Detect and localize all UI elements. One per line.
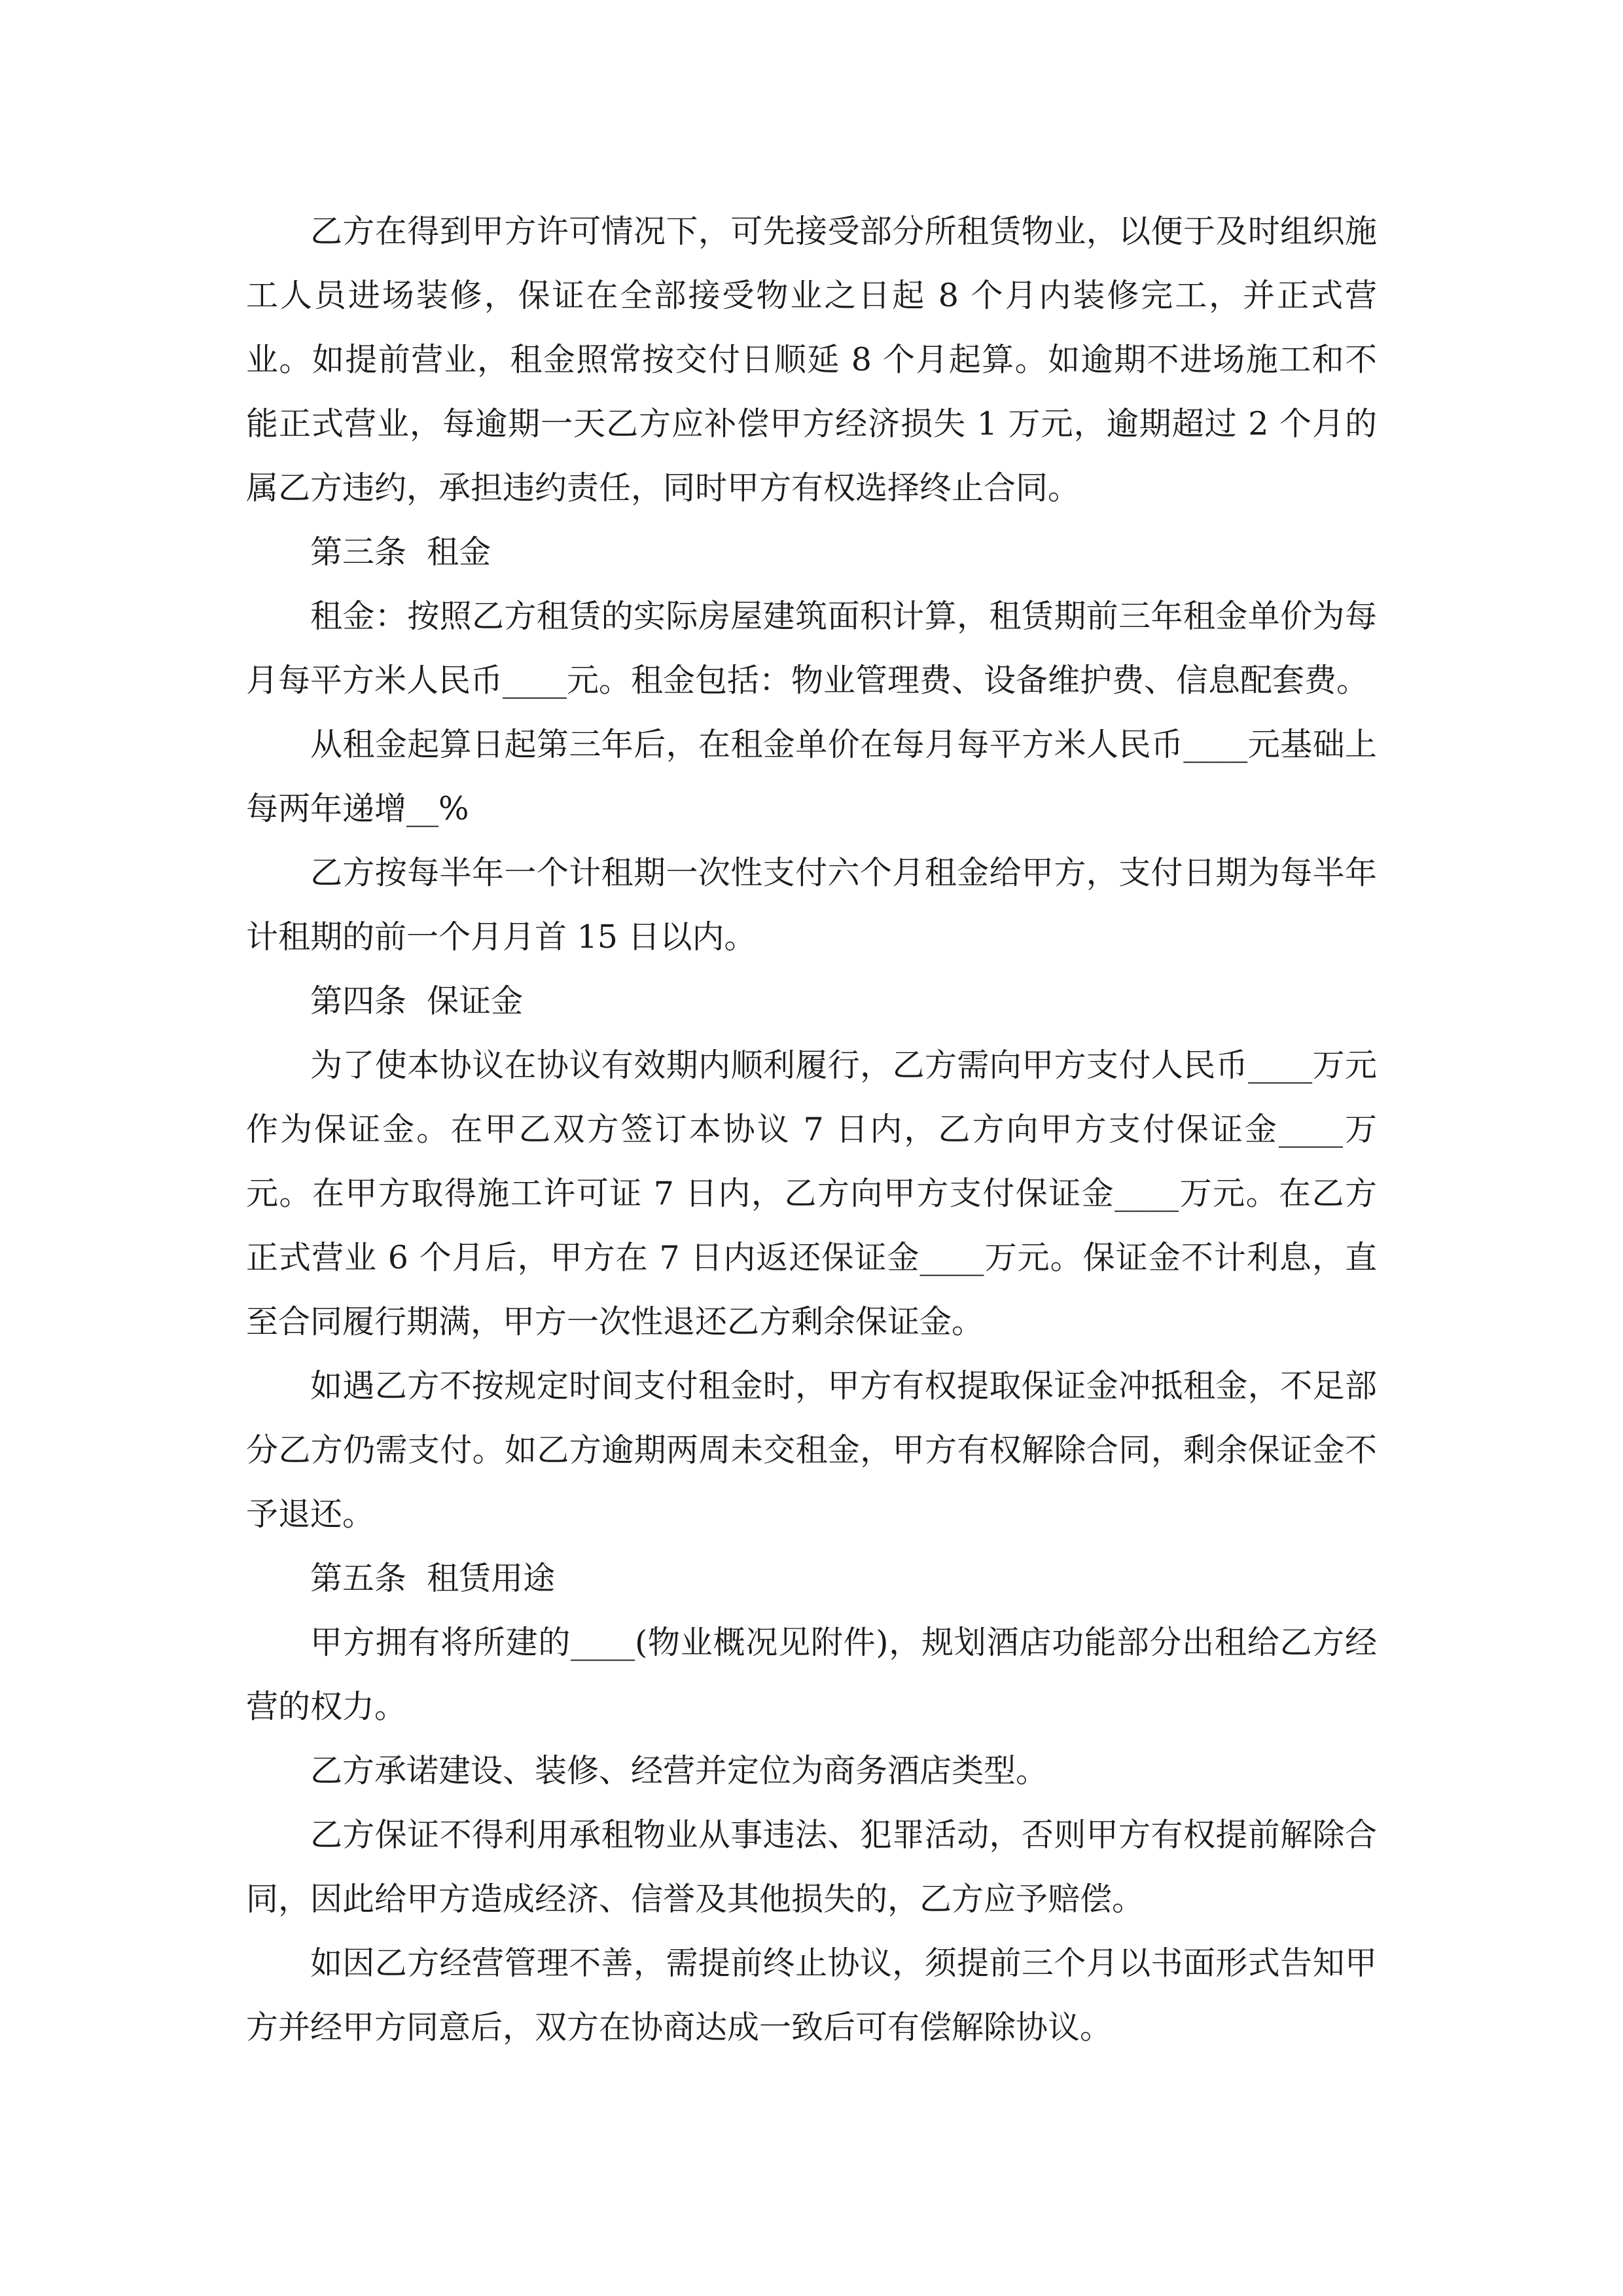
paragraph-rent-increase: 从租金起算日起第三年后，在租金单价在每月每平方米人民币____元基础上每两年递增__% bbox=[246, 726, 1377, 827]
paragraph-deposit-terms: 为了使本协议在协议有效期内顺利履行，乙方需向甲方支付人民币____万元作为保证金。在甲乙双方签订本协议 7 日内，乙方向甲方支付保证金____万元。在甲方取得施工许可证 7 日内，乙方向甲方支付保证金____万元。在乙方正式营业 6 个月后，甲方在 7 日内返还保证金____万元。保证金不计利息，直至合同履行期满，甲方一次性退还乙方剩余保证金。 bbox=[246, 1047, 1377, 1340]
document-body bbox=[246, 200, 1377, 2060]
heading-article-3-rent: 第三条 租金 bbox=[310, 533, 491, 571]
paragraph-early-occupancy: 乙方在得到甲方许可情况下，可先接受部分所租赁物业，以便于及时组织施工人员进场装修，保证在全部接受物业之日起 8 个月内装修完工，并正式营业。如提前营业，租金照常按交付日顺延 8 个月起算。如逾期不进场施工和不能正式营业，每逾期一天乙方应补偿甲方经济损失 1 万元，逾期超过 2 个月的属乙方违约，承担违约责任，同时甲方有权选择终止合同。 bbox=[246, 213, 1377, 507]
paragraph-payment-schedule: 乙方按每半年一个计租期一次性支付六个月租金给甲方，支付日期为每半年计租期的前一个月月首 15 日以内。 bbox=[246, 854, 1377, 956]
paragraph-lease-right: 甲方拥有将所建的____(物业概况见附件)，规划酒店功能部分出租给乙方经营的权力。 bbox=[246, 1624, 1377, 1725]
paragraph-business-hotel: 乙方承诺建设、装修、经营并定位为商务酒店类型。 bbox=[310, 1752, 1048, 1789]
heading-article-4-deposit: 第四条 保证金 bbox=[310, 982, 524, 1020]
paragraph-no-illegal-use: 乙方保证不得利用承租物业从事违法、犯罪活动，否则甲方有权提前解除合同，因此给甲方造成经济、信誉及其他损失的，乙方应予赔偿。 bbox=[246, 1816, 1377, 1918]
paragraph-early-termination: 如因乙方经营管理不善，需提前终止协议，须提前三个月以书面形式告知甲方并经甲方同意后，双方在协商达成一致后可有偿解除协议。 bbox=[246, 1945, 1377, 2046]
paragraph-deposit-offset: 如遇乙方不按规定时间支付租金时，甲方有权提取保证金冲抵租金，不足部分乙方仍需支付。如乙方逾期两周未交租金，甲方有权解除合同，剩余保证金不予退还。 bbox=[246, 1367, 1377, 1533]
heading-article-5-use: 第五条 租赁用途 bbox=[310, 1560, 556, 1597]
paragraph-rent-price: 租金：按照乙方租赁的实际房屋建筑面积计算，租赁期前三年租金单价为每月每平方米人民币____元。租金包括：物业管理费、设备维护费、信息配套费。 bbox=[246, 598, 1377, 699]
